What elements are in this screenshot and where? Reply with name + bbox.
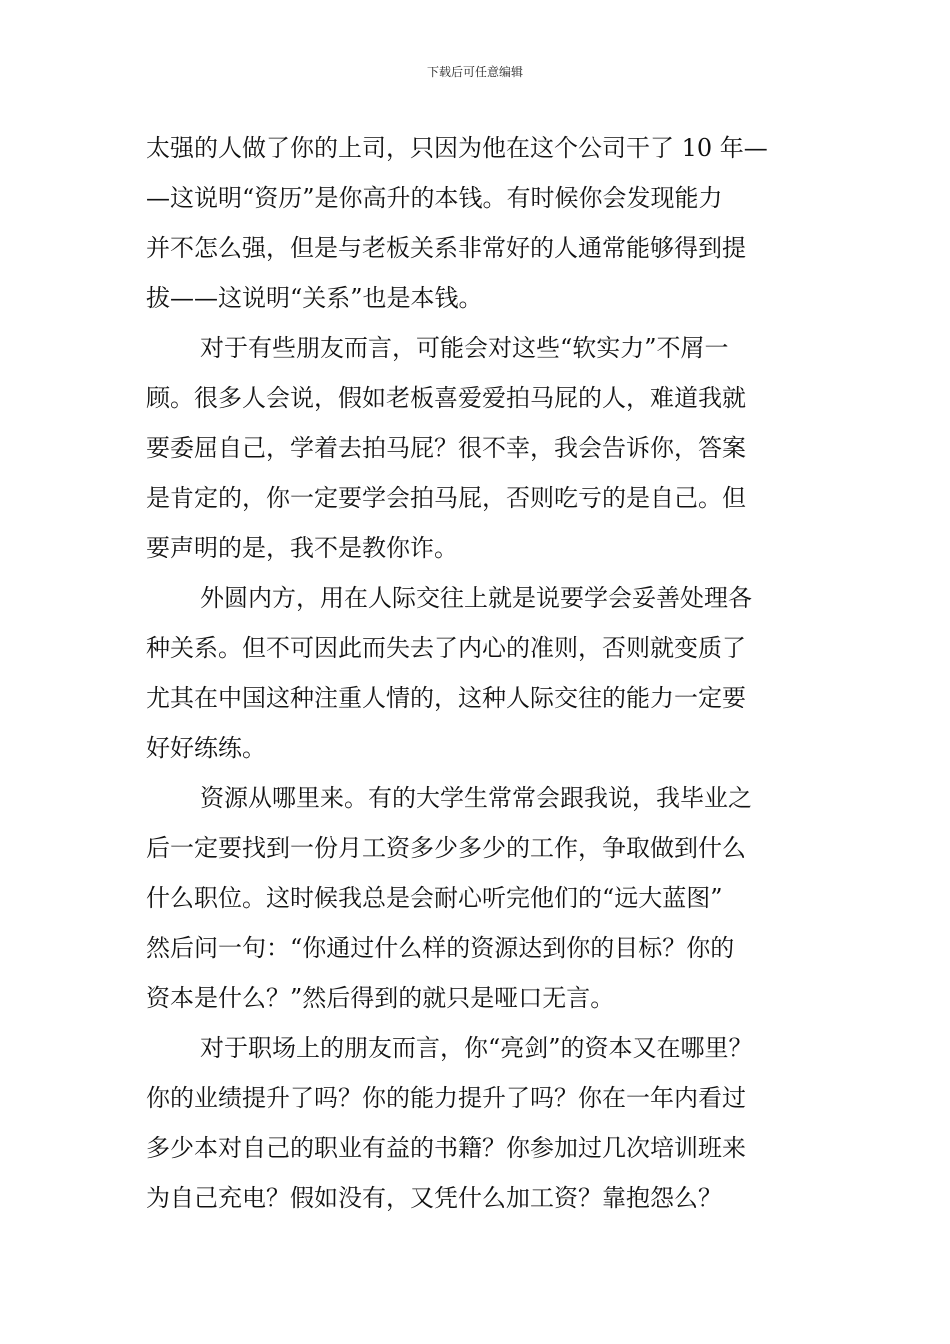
text-line: 拔——这说明“关系”也是本钱。 <box>146 284 483 312</box>
text-line: 是肯定的，你一定要学会拍马屁，否则吃亏的是自己。但 <box>146 484 746 512</box>
text-line: 多少本对自己的职业有益的书籍？你参加过几次培训班来 <box>146 1134 746 1162</box>
text-line: 要声明的是，我不是教你诈。 <box>146 534 458 562</box>
text-line: 后一定要找到一份月工资多少多少的工作，争取做到什么 <box>146 834 746 862</box>
paragraph-first-line: 对于职场上的朋友而言，你“亮剑”的资本又在哪里？ <box>200 1034 753 1062</box>
text-line: 为自己充电？假如没有，又凭什么加工资？靠抱怨么？ <box>146 1184 722 1212</box>
text-line: 你的业绩提升了吗？你的能力提升了吗？你在一年内看过 <box>146 1084 746 1112</box>
paragraph-first-line: 资源从哪里来。有的大学生常常会跟我说，我毕业之 <box>200 784 752 812</box>
text-line: 资本是什么？”然后得到的就只是哑口无言。 <box>146 984 615 1012</box>
text-line: 并不怎么强，但是与老板关系非常好的人通常能够得到提 <box>146 234 746 262</box>
document-body <box>146 136 810 1236</box>
page-header: 下载后可任意编辑 <box>426 65 523 79</box>
text-line: 太强的人做了你的上司，只因为他在这个公司干了 10 年— <box>146 134 768 162</box>
text-line: 然后问一句：“你通过什么样的资源达到你的目标？你的 <box>146 934 735 962</box>
text-line: 什么职位。这时候我总是会耐心听完他们的“远大蓝图” <box>146 884 723 912</box>
text-line: 好好练练。 <box>146 734 266 762</box>
paragraph-first-line: 对于有些朋友而言，可能会对这些“软实力”不屑一 <box>200 334 729 362</box>
paragraph-first-line: 外圆内方，用在人际交往上就是说要学会妥善处理各 <box>200 584 752 612</box>
text-line: 种关系。但不可因此而失去了内心的准则，否则就变质了 <box>146 634 746 662</box>
text-line: 顾。很多人会说，假如老板喜爱爱拍马屁的人，难道我就 <box>146 384 746 412</box>
text-line: 要委屈自己，学着去拍马屁？很不幸，我会告诉你，答案 <box>146 434 746 462</box>
text-line: —这说明“资历”是你高升的本钱。有时候你会发现能力 <box>146 184 723 212</box>
text-line: 尤其在中国这种注重人情的，这种人际交往的能力一定要 <box>146 684 746 712</box>
